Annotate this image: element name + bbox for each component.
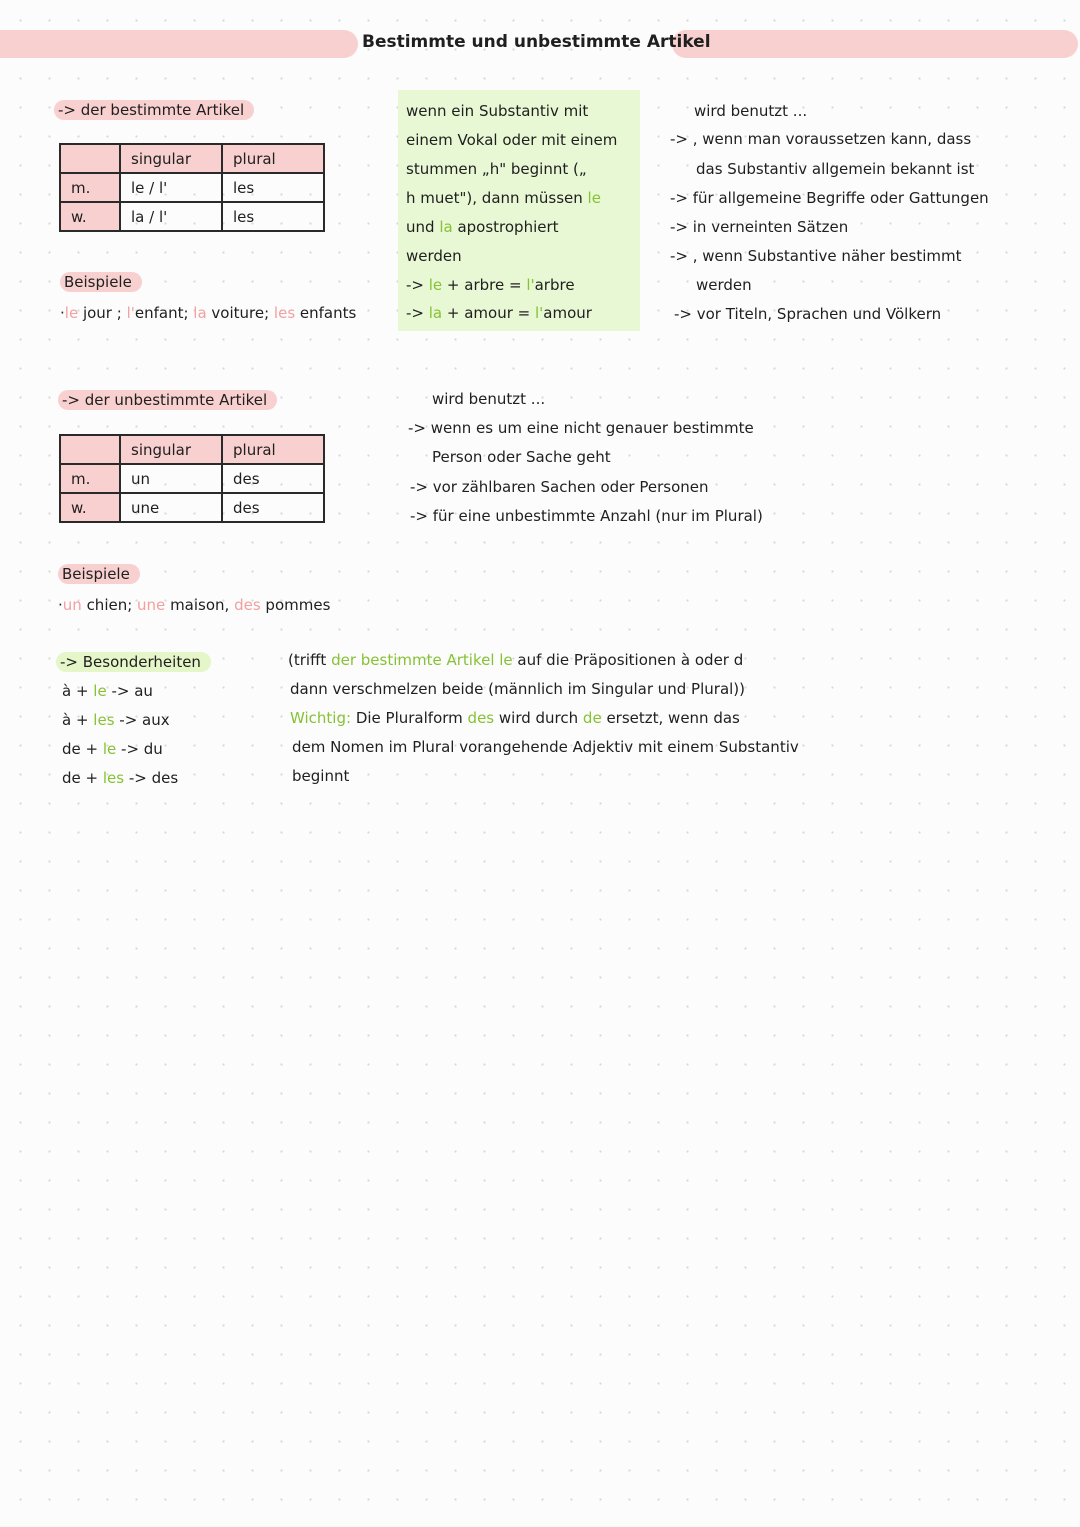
note-line [406, 189, 601, 207]
indefinite-usage-heading: wird benutzt ... [432, 390, 546, 408]
table-cell: les [222, 173, 324, 202]
note-article: la [428, 304, 443, 322]
contraction-rule [62, 769, 178, 787]
note-text: + amour = [442, 304, 535, 322]
indefinite-examples-header [58, 564, 140, 583]
table-corner [60, 435, 120, 464]
table-header-plural: plural [222, 435, 324, 464]
note-article: le [428, 276, 443, 294]
article-une: une [137, 596, 166, 614]
usage-item: -> wenn es um eine nicht genauer bestimmte [408, 419, 754, 437]
arrow: -> [406, 276, 429, 294]
rule-result: -> aux [114, 711, 170, 729]
rule-result: -> des [124, 769, 179, 787]
definite-header-label: -> der bestimmte Artikel [54, 100, 254, 120]
article-le: le [64, 304, 79, 322]
apostrophe-note [398, 90, 640, 331]
usage-item: -> in verneinten Sätzen [670, 218, 849, 236]
special-header-label: -> Besonderheiten [56, 652, 211, 672]
usage-item: -> für allgemeine Begriffe oder Gattungen [670, 189, 989, 207]
rule-article: le [93, 682, 107, 700]
note-example [406, 276, 575, 294]
definite-examples-header [60, 272, 142, 291]
special-text-line: beginnt [292, 767, 350, 785]
special-text: Die Pluralform [351, 709, 468, 727]
table-cell: la / l' [120, 202, 222, 231]
table-row [60, 435, 324, 464]
special-highlight: de [582, 709, 602, 727]
note-line [406, 218, 559, 236]
examples-header-label: Beispiele [58, 564, 140, 584]
table-row [60, 173, 324, 202]
indefinite-table [59, 434, 325, 523]
note-article: l' [526, 276, 535, 294]
rule-part: à + [62, 711, 94, 729]
note-text: und [406, 218, 440, 236]
note-line: wenn ein Substantiv mit [406, 102, 589, 120]
table-cell: des [222, 464, 324, 493]
rule-article: les [102, 769, 125, 787]
definite-usage-heading: wird benutzt ... [694, 102, 808, 120]
table-header-singular: singular [120, 144, 222, 173]
table-row [60, 202, 324, 231]
arrow: -> [406, 304, 429, 322]
definite-examples [60, 304, 356, 322]
rule-part: de + [62, 769, 103, 787]
special-text: ersetzt, wenn das [601, 709, 740, 727]
rule-part: de + [62, 740, 103, 758]
rule-article: le [102, 740, 117, 758]
special-text: auf die Präpositionen à oder d [512, 651, 744, 669]
usage-item: Person oder Sache geht [432, 448, 611, 466]
usage-item: -> vor Titeln, Sprachen und Völkern [674, 305, 942, 323]
bullet: · [60, 304, 65, 322]
example-word: chien; [81, 596, 138, 614]
example-word: maison, [165, 596, 235, 614]
special-text-line: dem Nomen im Plural vorangehende Adjektiv mit einem Substantiv [292, 738, 799, 756]
note-text: apostrophiert [452, 218, 559, 236]
note-line: einem Vokal oder mit einem [406, 131, 618, 149]
indefinite-examples [58, 596, 330, 614]
rule-result: -> du [116, 740, 163, 758]
note-line: stummen „h" beginnt („ [406, 160, 587, 178]
note-text: + arbre = [442, 276, 527, 294]
table-cell: les [222, 202, 324, 231]
contraction-rule [62, 740, 163, 758]
example-word: enfants [295, 304, 357, 322]
usage-item: -> vor zählbaren Sachen oder Personen [410, 478, 709, 496]
special-header [56, 652, 211, 671]
examples-header-label: Beispiele [60, 272, 142, 292]
table-cell: le / l' [120, 173, 222, 202]
page-title: Bestimmte und unbestimmte Artikel [362, 32, 711, 52]
note-text: arbre [534, 276, 575, 294]
special-text-line [290, 709, 740, 727]
note-article-la: la [439, 218, 453, 236]
note-text: amour [543, 304, 592, 322]
contraction-rule [62, 711, 170, 729]
title-banner-right [672, 30, 1078, 58]
table-row-label: w. [60, 493, 120, 522]
definite-header [54, 100, 254, 119]
special-text: (trifft [288, 651, 332, 669]
special-text: wird durch [494, 709, 583, 727]
example-word: pommes [260, 596, 331, 614]
note-article-le: le [587, 189, 601, 207]
bullet: · [58, 596, 63, 614]
table-cell: un [120, 464, 222, 493]
usage-item: -> , wenn Substantive näher bestimmt [670, 247, 962, 265]
rule-part: à + [62, 682, 94, 700]
article-les: les [273, 304, 296, 322]
indefinite-header-label: -> der unbestimmte Artikel [58, 390, 277, 410]
table-row [60, 464, 324, 493]
special-text-line: dann verschmelzen beide (männlich im Singular und Plural)) [290, 680, 746, 698]
article-la: la [193, 304, 207, 322]
table-cell: une [120, 493, 222, 522]
note-text: h muet"), dann müssen [406, 189, 588, 207]
definite-table [59, 143, 325, 232]
example-word: enfant; [134, 304, 194, 322]
usage-item: -> für eine unbestimmte Anzahl (nur im Plural) [410, 507, 763, 525]
note-example [406, 304, 592, 322]
usage-item: das Substantiv allgemein bekannt ist [696, 160, 975, 178]
rule-article: les [93, 711, 115, 729]
special-highlight: des [467, 709, 495, 727]
special-highlight: der bestimmte Artikel le [331, 651, 513, 669]
article-un: un [62, 596, 82, 614]
usage-item: -> , wenn man voraussetzen kann, dass [670, 130, 972, 148]
table-header-singular: singular [120, 435, 222, 464]
special-text-line [288, 651, 743, 669]
note-article: l' [534, 304, 544, 322]
title-banner-left [0, 30, 358, 58]
indefinite-header [58, 390, 277, 409]
article-des: des [234, 596, 261, 614]
contraction-rule [62, 682, 153, 700]
example-word: voiture; [206, 304, 274, 322]
wichtig-label: Wichtig: [290, 709, 352, 727]
table-row [60, 493, 324, 522]
table-corner [60, 144, 120, 173]
usage-item: werden [696, 276, 752, 294]
example-word: jour ; [78, 304, 127, 322]
table-row [60, 144, 324, 173]
table-header-plural: plural [222, 144, 324, 173]
table-row-label: m. [60, 464, 120, 493]
table-row-label: m. [60, 173, 120, 202]
note-line: werden [406, 247, 462, 265]
rule-result: -> au [106, 682, 153, 700]
table-row-label: w. [60, 202, 120, 231]
table-cell: des [222, 493, 324, 522]
article-l: l' [126, 304, 135, 322]
